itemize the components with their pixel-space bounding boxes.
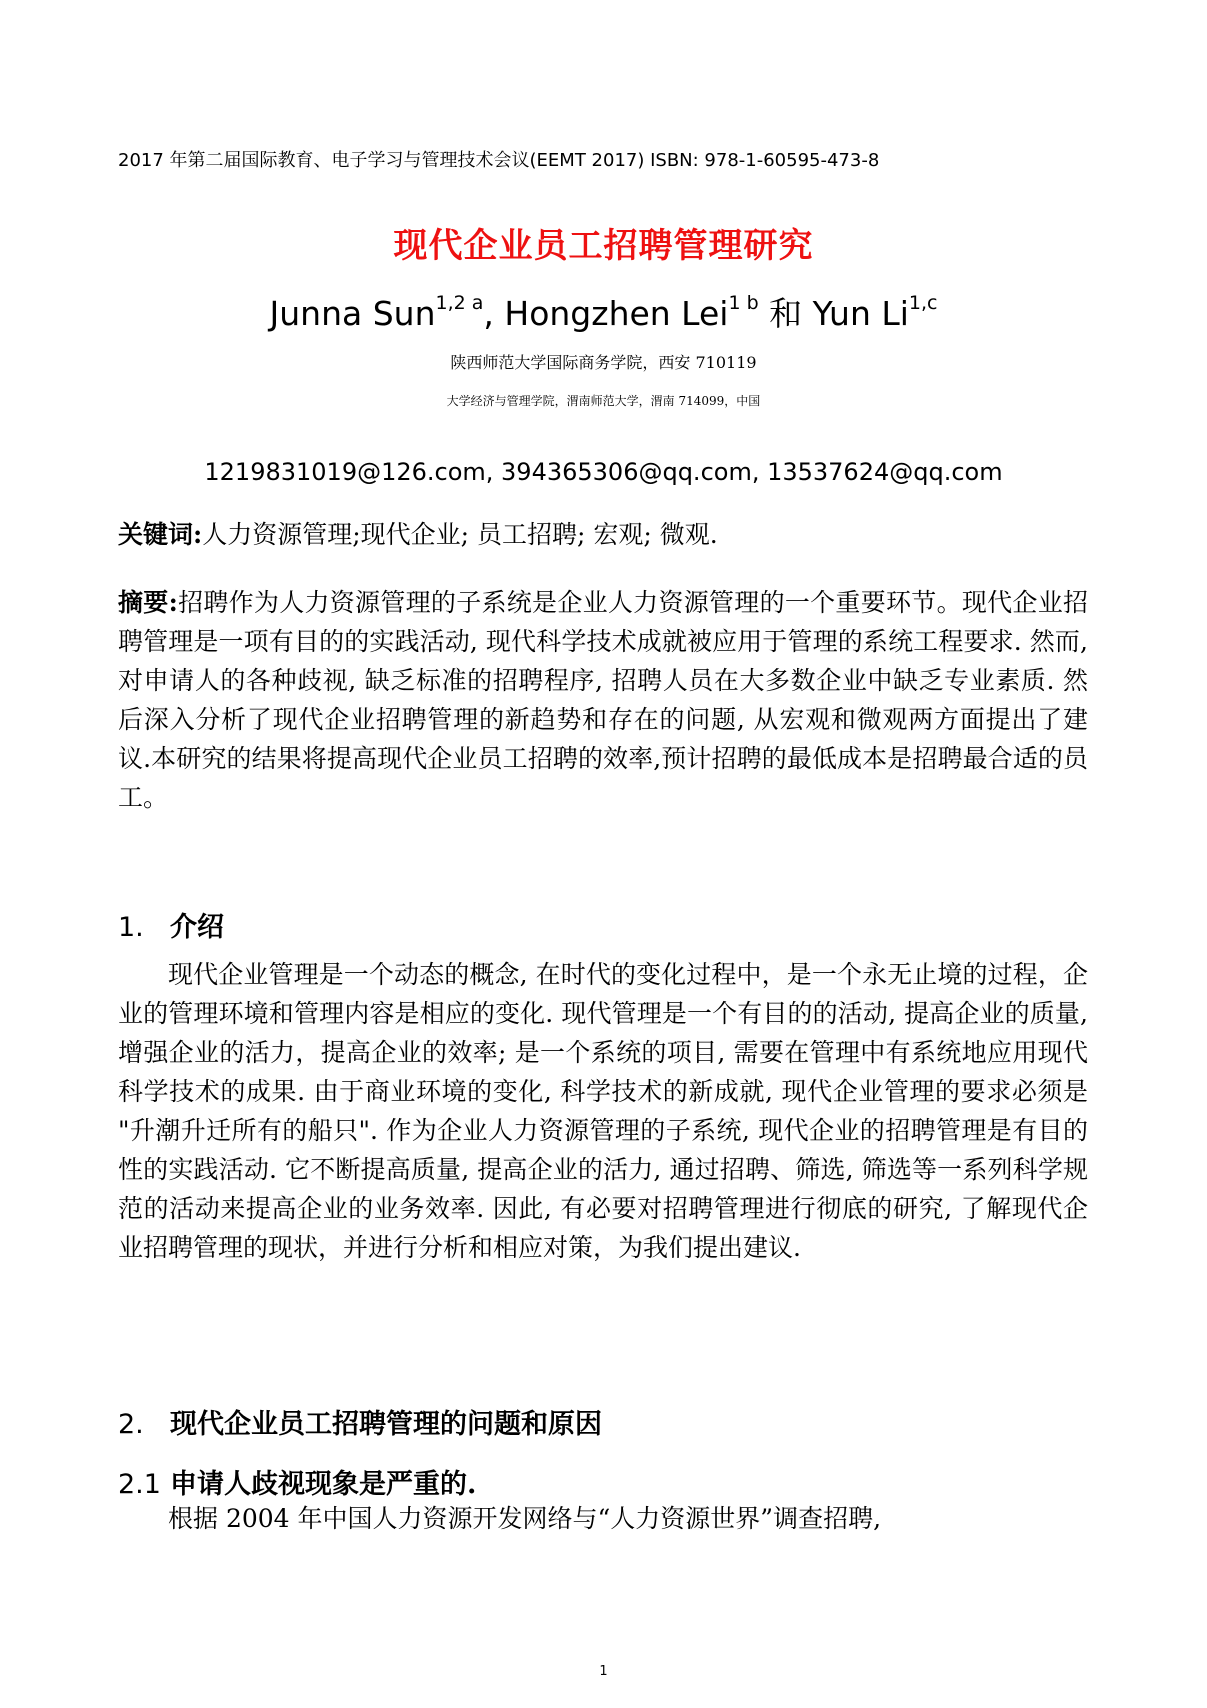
author-2: Hongzhen Lei — [504, 294, 729, 333]
abstract — [118, 583, 1088, 817]
conference-header: 2017 年第二届国际教育、电子学习与管理技术会议(EEMT 2017) ISBN: 978-1-60595-473-8 — [118, 150, 880, 171]
author-3-affil: 1,c — [908, 292, 938, 314]
paper-title: 现代企业员工招聘管理研究 — [393, 226, 814, 266]
section-2-1-paragraph: 根据 2004 年中国人力资源开发网络与“人力资源世界”调查招聘, — [168, 1504, 882, 1533]
affiliation-2: 大学经济与管理学院，渭南师范大学，渭南 714099，中国 — [446, 394, 761, 408]
keywords-text: 人力资源管理;现代企业; 员工招聘; 宏观; 微观. — [202, 520, 718, 549]
author-separator: , — [483, 294, 505, 333]
author-3: Yun Li — [812, 294, 909, 333]
section-1-number: 1. — [118, 912, 144, 943]
section-2-1-number: 2.1 — [118, 1469, 161, 1500]
affiliation-1: 陕西师范大学国际商务学院，西安 710119 — [450, 353, 757, 372]
author-2-affil: 1 b — [728, 292, 759, 314]
section-1-paragraph: 现代企业管理是一个动态的概念, 在时代的变化过程中，是一个永无止境的过程，企业的管理环境和管理内容是相应的变化. 现代管理是一个有目的的活动, 提高企业的质量, 增强企业的活力，提高企业的效率; 是一个系统的项目, 需要在管理中有系统地应用现代科学技术的成果. 由于商业环境的变化, 科学技术的新成就, 现代企业管理的要求必须是 "升潮升迁所有的船只". 作为企业人力资源管理的子系统, 现代企业的招聘管理是有目的性的实践活动. 它不断提高质量, 提高企业的活力, 通过招聘、筛选, 筛选等一系列科学规范的活动来提高企业的业务效率. 因此, 有必要对招聘管理进行彻底的研究, 了解现代企业招聘管理的现状，并进行分析和相应对策，为我们提出建议. — [118, 960, 1088, 1262]
author-and: 和 — [758, 294, 813, 333]
section-2-title: 现代企业员工招聘管理的问题和原因 — [170, 1409, 602, 1440]
author-emails: 1219831019@126.com, 394365306@qq.com, 13537624@qq.com — [204, 458, 1003, 486]
section-2-1-title: 申请人歧视现象是严重的. — [170, 1469, 477, 1500]
abstract-text: 招聘作为人力资源管理的子系统是企业人力资源管理的一个重要环节。现代企业招聘管理是一项有目的的实践活动, 现代科学技术成就被应用于管理的系统工程要求. 然而, 对申请人的各种歧视, 缺乏标准的招聘程序, 招聘人员在大多数企业中缺乏专业素质. 然后深入分析了现代企业招聘管理的新趋势和存在的问题, 从宏观和微观两方面提出了建议.本研究的结果将提高现代企业员工招聘的效率,预计招聘的最低成本是招聘最合适的员工。 — [118, 588, 1088, 812]
author-line — [0, 288, 1207, 335]
section-1-title: 介绍 — [170, 912, 224, 943]
author-1-affil: 1,2 a — [435, 292, 484, 314]
section-1-heading — [118, 905, 224, 944]
page-number: 1 — [599, 1664, 608, 1679]
section-2-1-heading — [118, 1462, 476, 1501]
author-1: Junna Sun — [269, 294, 436, 333]
section-2-number: 2. — [118, 1409, 144, 1440]
abstract-label: 摘要: — [118, 588, 178, 617]
section-2-heading — [118, 1402, 602, 1441]
keywords-label: 关键词: — [118, 520, 203, 549]
keywords — [118, 515, 1088, 554]
